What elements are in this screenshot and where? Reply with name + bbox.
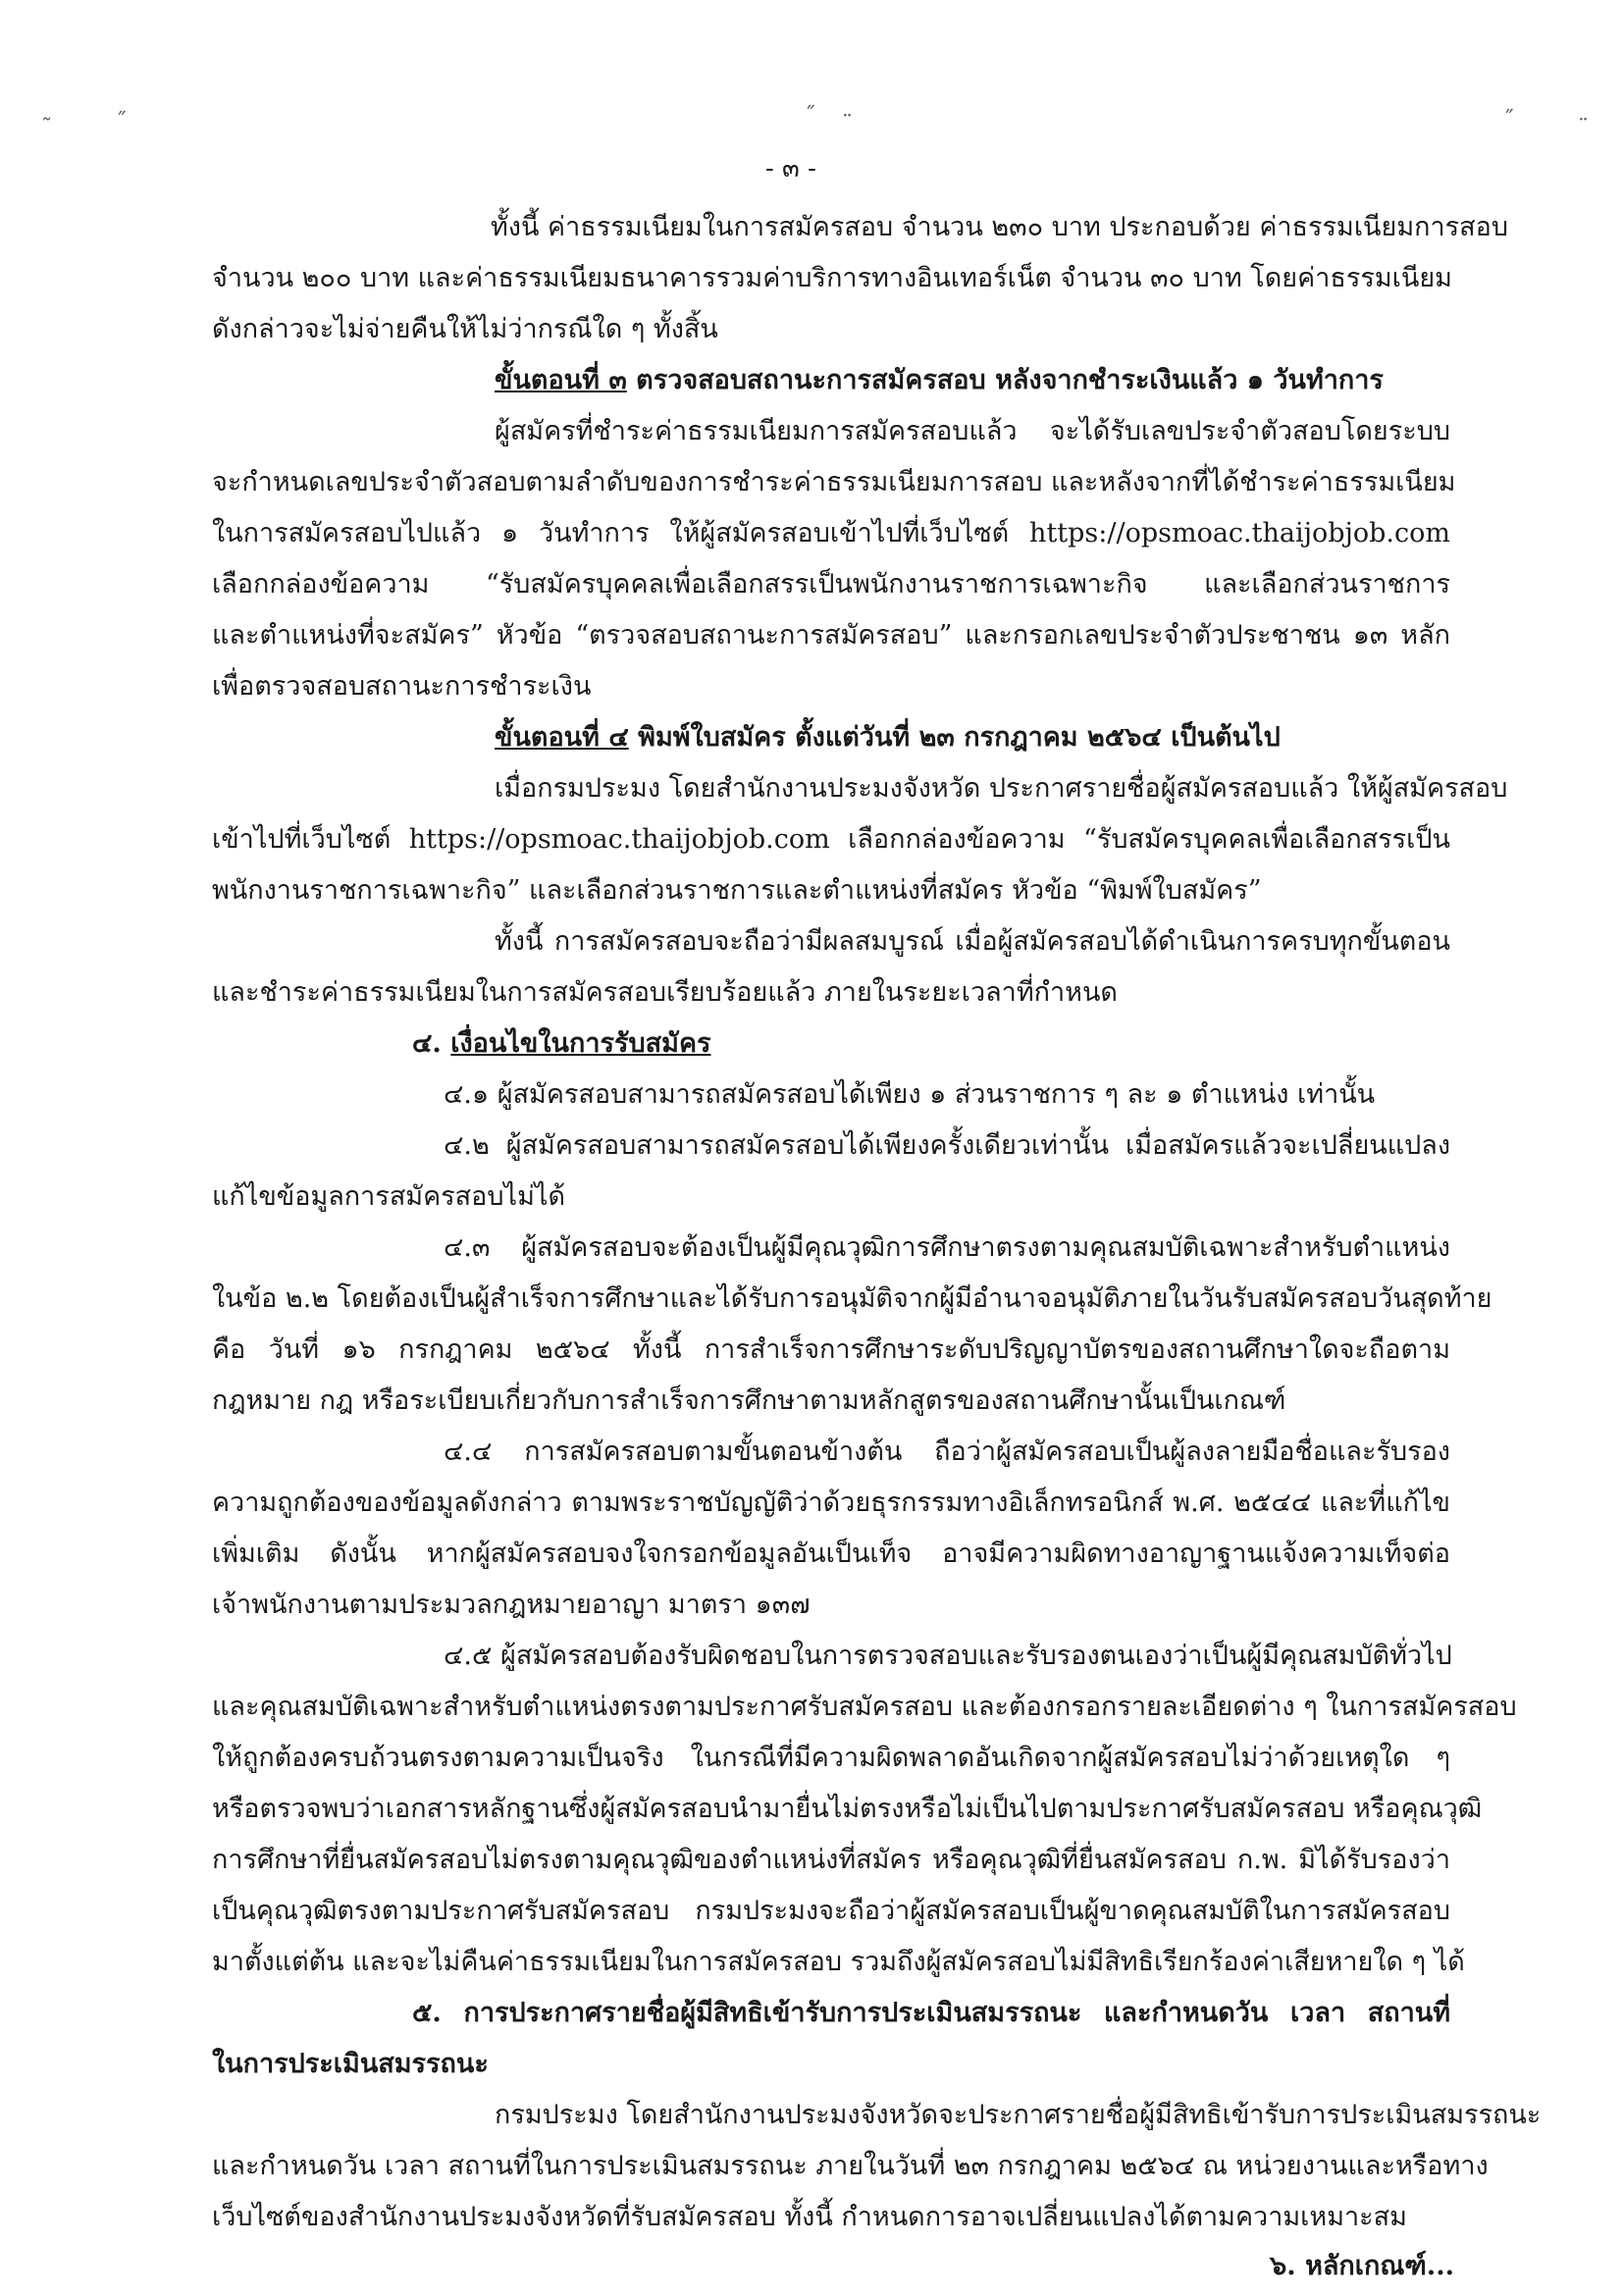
- paragraph-line: เลือกกล่องข้อความ “รับสมัครบุคคลเพื่อเลือกสรรเป็นพนักงานราชการเฉพาะกิจ และเลือกส่วนราชการ: [212, 569, 1450, 600]
- scan-mark: ˜: [41, 116, 52, 140]
- paragraph-line: จำนวน ๒๐๐ บาท และค่าธรรมเนียมธนาคารรวมค่าบริการทางอินเทอร์เน็ต จำนวน ๓๐ บาท โดยค่าธรรมเนียม: [212, 263, 1452, 293]
- section-5-heading: ๕. การประกาศรายชื่อผู้มีสิทธิเข้ารับการประเมินสมรรถนะ และกำหนดวัน เวลา สถานที่: [412, 1998, 1450, 2028]
- paragraph-line: ผู้สมัครที่ชำระค่าธรรมเนียมการสมัครสอบแล้ว จะได้รับเลขประจำตัวสอบโดยระบบ: [495, 416, 1450, 446]
- paragraph-line: ในการสมัครสอบไปแล้ว ๑ วันทำการ ให้ผู้สมัครสอบเข้าไปที่เว็บไซต์ https://opsmoac.thaijobjob.com: [212, 518, 1450, 548]
- paragraph-line: และชำระค่าธรรมเนียมในการสมัครสอบเรียบร้อยแล้ว ภายในระยะเวลาที่กำหนด: [212, 977, 1118, 1008]
- paragraph-line: มาตั้งแต่ต้น และจะไม่คืนค่าธรรมเนียมในการสมัครสอบ รวมถึงผู้สมัครสอบไม่มีสิทธิเรียกร้องค่าเสียหายใด ๆ ได้: [212, 1947, 1465, 1977]
- section-4-heading: [412, 1024, 711, 1068]
- paragraph-line: เป็นคุณวุฒิตรงตามประกาศรับสมัครสอบ กรมประมงจะถือว่าผู้สมัครสอบเป็นผู้ขาดคุณสมบัติในการสมัครสอบ: [212, 1896, 1450, 1926]
- list-item: ๔.๒ ผู้สมัครสอบสามารถสมัครสอบได้เพียงครั้งเดียวเท่านั้น เมื่อสมัครแล้วจะเปลี่ยนแปลง: [444, 1130, 1450, 1161]
- paragraph-line: เมื่อกรมประมง โดยสำนักงานประมงจังหวัด ประกาศรายชื่อผู้สมัครสอบแล้ว ให้ผู้สมัครสอบ: [495, 773, 1508, 804]
- step-label: ขั้นตอนที่ ๓: [495, 365, 627, 395]
- section-number: ๔.: [412, 1028, 442, 1059]
- paragraph-line: แก้ไขข้อมูลการสมัครสอบไม่ได้: [212, 1181, 565, 1212]
- paragraph-line: เพื่อตรวจสอบสถานะการชำระเงิน: [212, 671, 592, 702]
- paragraph-line: ในข้อ ๒.๒ โดยต้องเป็นผู้สำเร็จการศึกษาและได้รับการอนุมัติจากผู้มีอำนาจอนุมัติภายในวันรับสมัครสอบวันสุดท้าย: [212, 1283, 1492, 1314]
- paragraph-line: และตำแหน่งที่จะสมัคร” หัวข้อ “ตรวจสอบสถานะการสมัครสอบ” และกรอกเลขประจำตัวประชาชน ๑๓ หลัก: [212, 620, 1450, 651]
- scan-mark: ¨: [1578, 116, 1589, 140]
- scan-mark: ˝: [116, 110, 127, 134]
- list-item: ๔.๔ การสมัครสอบตามขั้นตอนข้างต้น ถือว่าผู้สมัครสอบเป็นผู้ลงลายมือชื่อและรับรอง: [444, 1436, 1450, 1467]
- list-item: ๔.๕ ผู้สมัครสอบต้องรับผิดชอบในการตรวจสอบและรับรองตนเองว่าเป็นผู้มีคุณสมบัติทั่วไป: [444, 1641, 1452, 1671]
- paragraph-line: และกำหนดวัน เวลา สถานที่ในการประเมินสมรรถนะ ภายในวันที่ ๒๓ กรกฎาคม ๒๕๖๔ ณ หน่วยงานและหรือทาง: [212, 2151, 1489, 2181]
- step-title: ตรวจสอบสถานะการสมัครสอบ หลังจากชำระเงินแล้ว ๑ วันทำการ: [626, 365, 1384, 395]
- paragraph-line: ให้ถูกต้องครบถ้วนตรงตามความเป็นจริง ในกรณีที่มีความผิดพลาดอันเกิดจากผู้สมัครสอบไม่ว่าด้วยเหตุใด ๆ: [212, 1743, 1450, 1773]
- paragraph-line: คือ วันที่ ๑๖ กรกฎาคม ๒๕๖๔ ทั้งนี้ การสำเร็จการศึกษาระดับปริญญาบัตรของสถานศึกษาใดจะถือตาม: [212, 1334, 1450, 1365]
- paragraph-line: จะกำหนดเลขประจำตัวสอบตามลำดับของการชำระค่าธรรมเนียมการสอบ และหลังจากที่ได้ชำระค่าธรรมเนียม: [212, 467, 1456, 497]
- paragraph-line: ดังกล่าวจะไม่จ่ายคืนให้ไม่ว่ากรณีใด ๆ ทั้งสิ้น: [212, 314, 718, 344]
- scan-mark: ¨: [842, 112, 853, 136]
- paragraph-line: เข้าไปที่เว็บไซต์ https://opsmoac.thaijobjob.com เลือกกล่องข้อความ “รับสมัครบุคคลเพื่อเลือกสรรเป็น: [212, 824, 1450, 855]
- section-5-heading-cont: ในการประเมินสมรรถนะ: [212, 2049, 489, 2079]
- page-number: - ๓ -: [765, 154, 816, 183]
- step-title: พิมพ์ใบสมัคร ตั้งแต่วันที่ ๒๓ กรกฎาคม ๒๕๖๔ เป็นต้นไป: [628, 722, 1281, 753]
- paragraph-line: ความถูกต้องของข้อมูลดังกล่าว ตามพระราชบัญญัติว่าด้วยธุรกรรมทางอิเล็กทรอนิกส์ พ.ศ. ๒๕๔๔ และที่แก้ไข: [212, 1487, 1450, 1518]
- paragraph-line: พนักงานราชการเฉพาะกิจ” และเลือกส่วนราชการและตำแหน่งที่สมัคร หัวข้อ “พิมพ์ใบสมัคร”: [212, 875, 1262, 906]
- paragraph-line: ทั้งนี้ การสมัครสอบจะถือว่ามีผลสมบูรณ์ เมื่อผู้สมัครสอบได้ดำเนินการครบทุกขั้นตอน: [495, 926, 1450, 957]
- paragraph-line: กรมประมง โดยสำนักงานประมงจังหวัดจะประกาศรายชื่อผู้มีสิทธิเข้ารับการประเมินสมรรถนะ: [495, 2100, 1542, 2130]
- paragraph-line: เว็บไซต์ของสำนักงานประมงจังหวัดที่รับสมัครสอบ ทั้งนี้ กำหนดการอาจเปลี่ยนแปลงได้ตามความเหมาะสม: [212, 2202, 1407, 2232]
- paragraph-line: ทั้งนี้ ค่าธรรมเนียมในการสมัครสอบ จำนวน ๒๓๐ บาท ประกอบด้วย ค่าธรรมเนียมการสอบ: [491, 212, 1508, 242]
- paragraph-line: หรือตรวจพบว่าเอกสารหลักฐานซึ่งผู้สมัครสอบนำมายื่นไม่ตรงหรือไม่เป็นไปตามประกาศรับสมัครสอบ หรือคุณวุฒิ: [212, 1794, 1483, 1824]
- scan-mark: ˝: [1503, 108, 1514, 132]
- paragraph-line: การศึกษาที่ยื่นสมัครสอบไม่ตรงตามคุณวุฒิของตำแหน่งที่สมัคร หรือคุณวุฒิที่ยื่นสมัครสอบ ก.พ. มิได้รับรองว่า: [212, 1845, 1450, 1875]
- step-4-heading: [495, 718, 1281, 761]
- list-item: ๔.๑ ผู้สมัครสอบสามารถสมัครสอบได้เพียง ๑ ส่วนราชการ ๆ ละ ๑ ตำแหน่ง เท่านั้น: [444, 1079, 1376, 1110]
- list-item: ๔.๓ ผู้สมัครสอบจะต้องเป็นผู้มีคุณวุฒิการศึกษาตรงตามคุณสมบัติเฉพาะสำหรับตำแหน่ง: [444, 1232, 1450, 1263]
- step-3-heading: [495, 361, 1384, 404]
- scan-mark: ˝: [805, 104, 815, 129]
- section-title: เงื่อนไขในการรับสมัคร: [450, 1028, 711, 1059]
- paragraph-line: และคุณสมบัติเฉพาะสำหรับตำแหน่งตรงตามประกาศรับสมัครสอบ และต้องกรอกรายละเอียดต่าง ๆ ในการสมัครสอบ: [212, 1692, 1517, 1722]
- paragraph-line: กฎหมาย กฎ หรือระเบียบเกี่ยวกับการสำเร็จการศึกษาตามหลักสูตรของสถานศึกษานั้นเป็นเกณฑ์: [212, 1385, 1286, 1416]
- step-label: ขั้นตอนที่ ๔: [495, 722, 629, 753]
- paragraph-line: เจ้าพนักงานตามประมวลกฎหมายอาญา มาตรา ๑๓๗: [212, 1590, 811, 1620]
- paragraph-line: เพิ่มเติม ดังนั้น หากผู้สมัครสอบจงใจกรอกข้อมูลอันเป็นเท็จ อาจมีความผิดทางอาญาฐานแจ้งความเท็จต่อ: [212, 1539, 1450, 1569]
- continuation-footer: ๖. หลักเกณฑ์...: [1270, 2251, 1454, 2281]
